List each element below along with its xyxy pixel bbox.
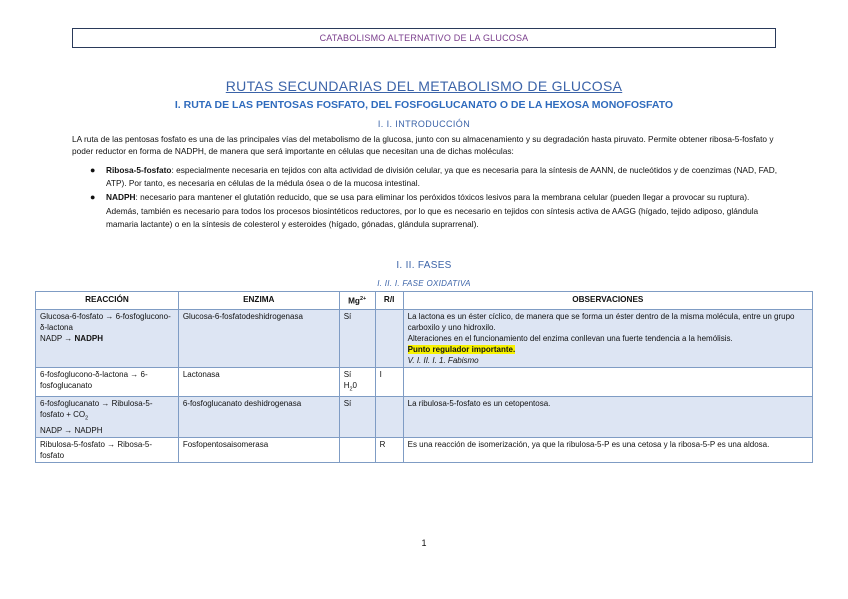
cell-mg: Sí <box>339 397 375 438</box>
table-header-row <box>36 292 813 310</box>
cell-observaciones: Es una reacción de isomerización, ya que la ribulosa-5-P es una cetosa y la ribosa-5-P es una aldosa. <box>403 437 812 462</box>
header-mg-sup: 2+ <box>359 296 367 302</box>
observation-line <box>408 344 808 355</box>
cell-reaccion: 6-fosfoglucono-δ-lactona → 6-fosfoglucanato <box>36 367 179 397</box>
bullet-icon: ● <box>90 165 96 175</box>
cell-ri: R <box>375 437 403 462</box>
reaction-text: NADP → <box>40 333 75 343</box>
header-enzima: ENZIMA <box>178 292 339 310</box>
header-mg-text: Mg <box>348 296 360 306</box>
mg-line: Sí <box>343 369 352 379</box>
header-reaccion: REACCIÓN <box>36 292 179 310</box>
cell-ri: I <box>375 367 403 397</box>
header-mg <box>339 292 375 310</box>
running-header-text: CATABOLISMO ALTERNATIVO DE LA GLUCOSA <box>319 33 529 43</box>
cell-mg <box>339 437 375 462</box>
table-row <box>36 437 813 462</box>
header-observaciones: OBSERVACIONES <box>403 292 812 310</box>
co2-sub: 2 <box>85 415 89 422</box>
cross-reference: V. I. II. I. 1. Fabismo <box>407 355 479 365</box>
bullet-term: Ribosa-5-fosfato <box>106 165 172 175</box>
reaction-line <box>40 333 174 344</box>
bullet-text: : especialmente necesaria en tejidos con alta actividad de división celular, ya que es necesaria para la síntesis de AANN, de nucleótidos y de coenzimas (NAD, FAD, ATP). Por tanto, es necesaria en células de la médula ósea o de la mucosa intestinal. <box>106 165 778 189</box>
bullet-nadph <box>90 191 780 231</box>
cell-enzima: Glucosa-6-fosfatodeshidrogenasa <box>178 309 339 367</box>
running-header <box>72 28 776 48</box>
mg-line <box>344 380 371 396</box>
cell-enzima: Lactonasa <box>178 367 339 397</box>
regulator-highlight: Punto regulador importante. <box>407 344 516 354</box>
reaction-line: NADP → NADPH <box>40 425 103 435</box>
table-row <box>36 367 813 397</box>
table-row <box>36 309 813 367</box>
cell-ri <box>375 309 403 367</box>
cell-enzima: Fosfopentosaisomerasa <box>178 437 339 462</box>
cell-observaciones <box>403 309 812 367</box>
reaction-text: 6-fosfoglucanato → Ribulosa-5-fosfato + CO <box>40 399 153 420</box>
water-h: H <box>343 380 350 390</box>
fase-oxidativa-label: I. II. I. FASE OXIDATIVA <box>377 279 471 288</box>
cell-enzima: 6-fosfoglucanato deshidrogenasa <box>178 397 339 438</box>
bullet-text: : necesario para mantener el glutatión reducido, que se usa para eliminar los peróxidos tóxicos lesivos para la membrana celular (pueden llegar a provocar su ruptura). Además, también es necesario para todos los procesos biosintéticos reductores, por lo que es necesario en tejidos con síntesis activa de AAGG (hígado, tejido adiposo, glándula mamaria lactante) o en la síntesis de colesterol y esteroides (hígado, gónadas, glándula suprarrenal). <box>106 192 759 229</box>
intro-paragraph: LA ruta de las pentosas fosfato es una de las principales vías del metabolismo de la glucosa, junto con su almacenamiento y su degradación hasta piruvato. Permite obtener ribosa-5-fosfato y poder reductor en forma de NADPH, de manera que será importante en células que necesitan una de dichas moléculas: <box>72 134 774 156</box>
reaction-product: NADPH <box>74 333 103 343</box>
fases-heading: I. II. FASES <box>396 260 452 271</box>
document-title: RUTAS SECUNDARIAS DEL METABOLISMO DE GLUCOSA <box>225 78 623 94</box>
header-ri: R/I <box>375 292 403 310</box>
cell-reaccion <box>36 397 179 438</box>
observation-line: Alteraciones en el funcionamiento del enzima conllevan una fuerte tendencia a la hemólisis. <box>407 333 733 343</box>
page-number: 1 <box>421 538 427 548</box>
reaction-line <box>40 398 174 425</box>
cell-observaciones <box>403 367 812 397</box>
cell-observaciones: La ribulosa-5-fosfato es un cetopentosa. <box>403 397 812 438</box>
section-title: I. RUTA DE LAS PENTOSAS FOSFATO, DEL FOSFOGLUCANATO O DE LA HEXOSA MONOFOSFATO <box>174 99 674 111</box>
reactions-table <box>35 291 813 463</box>
observation-line: La lactona es un éster cíclico, de manera que se forma un éster dentro de la misma molécula, entre un grupo carboxilo y uno hidroxilo. <box>407 311 795 332</box>
reaction-line: Glucosa-6-fosfato → 6-fosfoglucono-δ-lactona <box>40 311 171 332</box>
bullet-term: NADPH <box>106 192 136 203</box>
cell-reaccion: Ribulosa-5-fosfato → Ribosa-5-fosfato <box>36 437 179 462</box>
bullet-ribosa <box>90 164 780 190</box>
water-o: 0 <box>352 380 357 390</box>
intro-bullet-list <box>90 164 780 232</box>
water-sub: 2 <box>349 386 353 393</box>
cell-mg: Sí <box>339 309 375 367</box>
cell-mg <box>339 367 375 397</box>
bullet-icon: ● <box>90 192 96 203</box>
cell-ri <box>375 397 403 438</box>
cell-reaccion <box>36 309 179 367</box>
table-row <box>36 397 813 438</box>
intro-heading: I. I. INTRODUCCIÓN <box>377 119 471 129</box>
